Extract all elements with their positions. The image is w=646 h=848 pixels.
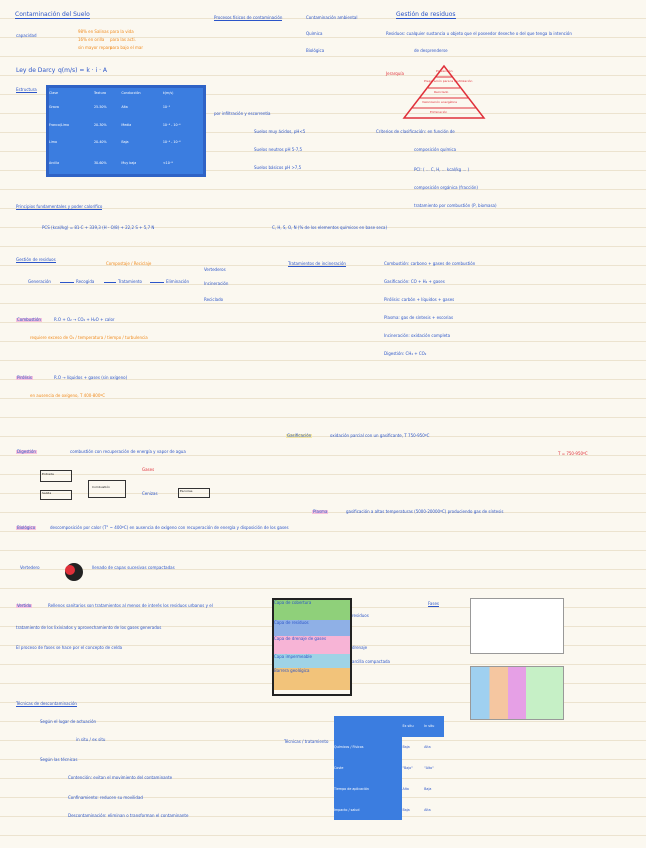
gasification-label: Gasificación	[287, 433, 312, 438]
criteria-4: tratamiento por combustión (P, biomasa)	[414, 203, 497, 208]
darcy-label: Ley de Darcy	[16, 67, 56, 74]
pyr-1: Prevención	[436, 69, 453, 73]
td: "Bajo"	[402, 765, 413, 770]
td: Baja	[402, 807, 410, 812]
table-cell: <10⁻⁸	[162, 160, 173, 165]
flow-3: Tratamiento	[118, 279, 142, 284]
digestion-label: Digestión	[17, 449, 36, 454]
tec-4: Plasma: gas de síntesis + escorias	[384, 315, 454, 320]
table-cell: Media	[121, 122, 132, 127]
digestion-note: combustión con recuperación de energía y vapor de agua	[70, 449, 186, 454]
criteria-3: composición orgánica (fracción)	[414, 185, 478, 190]
capacity-side-2: para las acti.	[110, 37, 136, 42]
pyr-3: Reciclado	[434, 90, 449, 94]
flow-side-1: Vertederos	[204, 267, 226, 272]
td: Químicos / Físicos	[334, 737, 402, 758]
th-k: k(m/s)	[162, 91, 174, 96]
plasma-label: Plasma	[313, 509, 328, 514]
process-col-1: Contaminación ambiental	[306, 15, 358, 20]
structure-label: Estructura	[16, 87, 37, 92]
landfill-label: Vertedero	[20, 565, 40, 570]
capacity-label: capacidad	[16, 33, 37, 38]
flow-top: Compostaje / Reciclaje	[106, 261, 152, 266]
table-cell: 10⁻⁴ - 10⁻⁶	[162, 122, 181, 127]
th	[334, 716, 402, 737]
th: Ex situ	[402, 724, 414, 729]
flow-1: Generación	[28, 279, 51, 284]
table-cell: Alta	[121, 105, 128, 110]
pyr-2: Preparación para la reutilización	[424, 79, 473, 83]
pcs-formula-note: C, H, S, O, N (% de los elementos químicos en base seca)	[272, 225, 388, 230]
plasma-note: gasificación a altas temperaturas (5000-20000ºC) produciendo gas de síntesis	[346, 509, 504, 514]
temperature-range: T = 750-950ºC	[558, 451, 588, 456]
incineration-title: Tratamientos de incineración	[288, 261, 346, 266]
waste-management-title: Gestión de residuos	[396, 11, 456, 18]
dumping-line-2: tratamiento de los lixiviados y aprovechamiento de los gases generados	[16, 625, 162, 630]
tec-location: Según el lugar de actuación	[40, 719, 97, 724]
table-cell: 10⁻²	[162, 105, 171, 110]
layer: Capa de drenaje de gases	[274, 636, 350, 654]
note-2: Suelos muy ácidos, pH<5	[254, 129, 306, 134]
td: Alta	[424, 745, 431, 750]
layer: Capa de cobertura	[274, 600, 350, 620]
capacity-line-1: 98% en Salinas	[78, 29, 109, 34]
tec-insitu: in situ / ex situ	[76, 737, 106, 742]
table-cell: 30-60%	[93, 160, 107, 165]
flow-2: Recogida	[76, 279, 95, 284]
tec-6: Digestión: CH₄ + CO₂	[384, 351, 427, 356]
combustion-eq: R.O + O₂ → CO₂ + H₂O + calor	[54, 317, 115, 322]
table-cell: 10⁻⁶ - 10⁻⁸	[162, 140, 181, 145]
table-cell: 20-30%	[93, 122, 107, 127]
box-ash: Cenizas	[142, 491, 158, 496]
tec-3: Pirólisis: carbón + líquidos + gases	[384, 297, 455, 302]
td: Alta	[402, 786, 409, 791]
criteria-label: Criterios de clasificación: en función de	[376, 129, 455, 134]
td: "Alto"	[424, 765, 434, 770]
tec-2: Gasificación: CO + H₂ + gases	[384, 279, 445, 284]
layer-note-2: drenaje	[352, 645, 368, 650]
criteria-2: PCI: ( ... C, H, ... kcal/kg ... )	[414, 167, 470, 172]
th-texture: Textura	[93, 91, 107, 96]
section-title-soil: Contaminación del Suelo	[15, 11, 90, 18]
pyrolysis-note: en ausencia de oxígeno, T 400-800ºC	[30, 393, 106, 398]
th-class: Clase	[49, 91, 58, 96]
td: Baja	[402, 745, 410, 750]
td: Tiempo de aplicación	[334, 778, 402, 799]
td: Baja	[424, 786, 432, 791]
td: Alta	[424, 807, 431, 812]
box-slag: Escorias	[180, 489, 193, 493]
process-col-2: Química	[306, 31, 323, 36]
tec-5: Incineración: oxidación completa	[384, 333, 451, 338]
gasification-note: oxidación parcial con un gasificante, T 750-950ºC	[330, 433, 430, 438]
capacity-side-1: para la vida	[110, 29, 134, 34]
treatment-table	[334, 716, 444, 820]
dumping-line-3: El proceso de fases se hace por el concepto de celda	[16, 645, 123, 650]
table-cell: 20-40%	[93, 140, 107, 145]
dumping-label: Vertido	[17, 603, 32, 608]
box-out: Salida	[42, 491, 52, 495]
decontamination-title: Técnicas de descontaminación	[16, 701, 77, 706]
tec-1: Combustión: carbono + gases de combustión	[384, 261, 476, 266]
tec-confinement: Confinamiento: reducen su movilidad	[68, 795, 143, 800]
pyr-4: Valorización energética	[422, 100, 458, 104]
capacity-line-2: 16% en orilla	[78, 37, 105, 42]
table-cell: Limo	[49, 140, 57, 145]
tec-contention: Contención: evitan el movimiento del contaminante	[68, 775, 173, 780]
dumping-line-1: Rellenos sanitarios son tratamientos al menos de interés los residuos urbanos y el	[48, 603, 213, 608]
note-3: Suelos neutros pH 5-7,5	[254, 147, 303, 152]
layer: Capa de residuos	[274, 620, 350, 636]
capacity-line-3: sin mayor reparo	[78, 45, 113, 50]
biological-note: descomposición por calor (T° ~ 400ºC) en ausencia de oxígeno con recuperación de energía y disposición de los gases	[50, 525, 289, 530]
note-1: por infiltración y escorrentía	[214, 111, 271, 116]
combustion-label: Combustión	[17, 317, 41, 322]
capacity-side-3: para bajo el mar	[110, 45, 144, 50]
pcs-formula: PCS (kcal/kg) = 81·C + 339,3 (H - O/8) + 22,2 S + 5,7 N	[42, 225, 155, 230]
flow-side-2: Incineración	[204, 281, 229, 286]
flow-4: Eliminación	[166, 279, 190, 284]
table-cell: Muy baja	[121, 160, 137, 165]
td: Impacto / salud	[334, 799, 402, 820]
hierarchy-label: Jerarquía	[386, 71, 404, 76]
phases-label: Fases	[428, 601, 440, 606]
box-in: Entrada	[42, 472, 54, 476]
phase-chart-2	[470, 666, 564, 720]
th-conduction: Conducción	[121, 91, 141, 96]
table-cell: Baja	[121, 140, 129, 145]
process-col-3: Biológica	[306, 48, 325, 53]
pyrolysis-label: Pirólisis	[17, 375, 32, 380]
landfill-layers	[272, 598, 352, 696]
darcy-formula: q(m/s) = k · i · A	[58, 67, 108, 74]
table-cell: Grava	[49, 105, 59, 110]
tec-decontam: Descontaminación: eliminan o transforman el contaminante	[68, 813, 189, 818]
layer: Barrera geológica	[274, 668, 350, 690]
note-4: Suelos básicos pH >7,5	[254, 165, 302, 170]
tec-techniques: Según las técnicas	[40, 757, 78, 762]
table-cell: 25-50%	[93, 105, 107, 110]
table-cell: Arcilla	[49, 160, 60, 165]
pyr-5: Eliminación	[430, 110, 448, 114]
flow-side-3: Reciclado	[204, 297, 224, 302]
principles-label: Principios fundamentales y poder calorífico	[16, 204, 103, 209]
waste-def-1: Residuos: cualquier sustancia u objeto que el poseedor deseche o del que tenga la intención	[386, 31, 572, 36]
physical-processes-title: Procesos físicos de contaminación	[214, 15, 283, 20]
waste-def-2: de desprenderse	[414, 48, 448, 53]
biological-label: Biológico	[17, 525, 36, 530]
layer-note-1: residuos	[352, 613, 369, 618]
layer: Capa impermeable	[274, 654, 350, 668]
treatment-table-title: Técnicas / tratamiento	[284, 739, 329, 744]
table-cell: Franco/Limo	[49, 122, 70, 127]
criteria-1: composición química	[414, 147, 457, 152]
td: Coste	[334, 758, 402, 779]
phase-chart	[470, 598, 564, 654]
pyrolysis-eq: R.O → líquidos + gases (sin oxígeno)	[54, 375, 128, 380]
landfill-note: llenado de capas sucesivas compactadas	[92, 565, 175, 570]
layer-note-3: arcilla compactada	[352, 659, 391, 664]
box-comb: Combustión	[92, 485, 110, 489]
box-gases: Gases	[142, 467, 155, 472]
th: In situ	[424, 724, 435, 729]
waste-mgmt-title-2: Gestión de residuos	[16, 257, 56, 262]
combustion-note: requiere exceso de O₂ / temperatura / tiempo / turbulencia	[30, 335, 148, 340]
